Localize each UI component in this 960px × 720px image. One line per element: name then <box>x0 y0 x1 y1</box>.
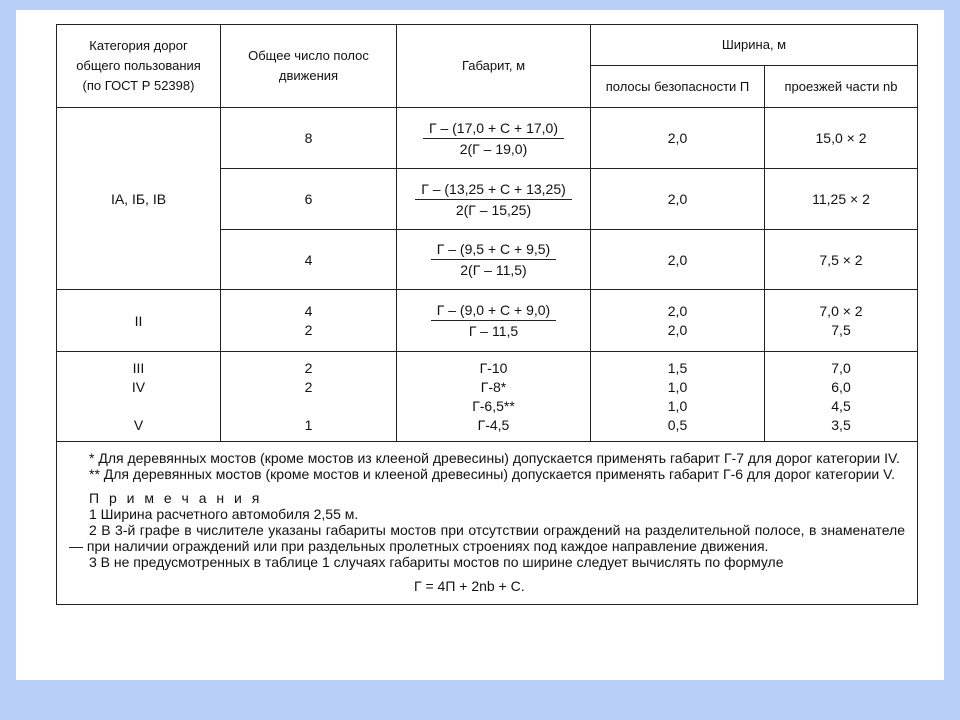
gabarit-cell: $\frac{Г - (13,25 + С + 13,25)}{2(Г - 15,25)}$ <box>397 169 591 230</box>
formula: Г = 4П + 2nb + С. <box>414 578 525 594</box>
category-cell: III IV V <box>57 352 221 442</box>
lanes-cell: 4 2 <box>221 290 397 352</box>
safety-cell: 2,0 <box>591 230 765 290</box>
carriage-cell: 7,0 6,0 4,5 3,5 <box>765 352 918 442</box>
safety-cell: 2,0 <box>591 108 765 169</box>
gabarit-cell: $\frac{Г - (9,0 + С + 9,0)}{Г - 11,5}$ <box>397 290 591 352</box>
notes-cell <box>57 442 918 605</box>
gabarit-cell: $\frac{Г - (17,0 + С + 17,0)}{2(Г - 19,0)}$ <box>397 108 591 169</box>
header-lanes: Общее число полос движения <box>221 25 397 108</box>
note-2: 2 В 3-й графе в числителе указаны габариты мостов при отсутствии ограждений на разделительной полосе, в знаменателе — при наличии ограждений или при раздельных пролетных строениях под каждое направление движения. <box>69 522 905 554</box>
header-gabarit: Габарит, м <box>397 25 591 108</box>
gabarit-cell: Г-10 Г-8* Г-6,5** Г-4,5 <box>397 352 591 442</box>
header-safety-strip: полосы безопасности П <box>591 66 765 108</box>
safety-cell: 2,0 2,0 <box>591 290 765 352</box>
category-cell: II <box>57 290 221 352</box>
safety-cell: 1,5 1,0 1,0 0,5 <box>591 352 765 442</box>
note-1: 1 Ширина расчетного автомобиля 2,55 м. <box>89 506 359 522</box>
lanes-cell: 6 <box>221 169 397 230</box>
carriage-cell: 11,25 × 2 <box>765 169 918 230</box>
carriage-cell: 15,0 × 2 <box>765 108 918 169</box>
footnote-1: * Для деревянных мостов (кроме мостов из клееной древесины) допускается применять габарит Г-7 для дорог категории IV. <box>89 450 900 466</box>
document-page <box>16 10 944 680</box>
header-carriageway: проезжей части nb <box>765 66 918 108</box>
footnote-2: ** Для деревянных мостов (кроме мостов и клееной древесины) допускается применять габарит Г-6 для дорог категории V. <box>89 466 896 482</box>
header-width: Ширина, м <box>591 25 918 66</box>
gabarit-cell: $\frac{Г - (9,5 + С + 9,5)}{2(Г - 11,5)}$ <box>397 230 591 290</box>
note-3: 3 В не предусмотренных в таблице 1 случаях габариты мостов по ширине следует вычислять по формуле <box>89 554 784 570</box>
lanes-cell: 8 <box>221 108 397 169</box>
bridge-gabarit-table <box>56 24 918 605</box>
category-cell: IA, IБ, IB <box>57 108 221 290</box>
carriage-cell: 7,0 × 2 7,5 <box>765 290 918 352</box>
header-category: Категория дорог общего пользования (по ГОСТ Р 52398) <box>57 25 221 108</box>
carriage-cell: 7,5 × 2 <box>765 230 918 290</box>
lanes-cell: 2 2 1 <box>221 352 397 442</box>
lanes-cell: 4 <box>221 230 397 290</box>
notes-title: П р и м е ч а н и я <box>89 490 263 506</box>
safety-cell: 2,0 <box>591 169 765 230</box>
